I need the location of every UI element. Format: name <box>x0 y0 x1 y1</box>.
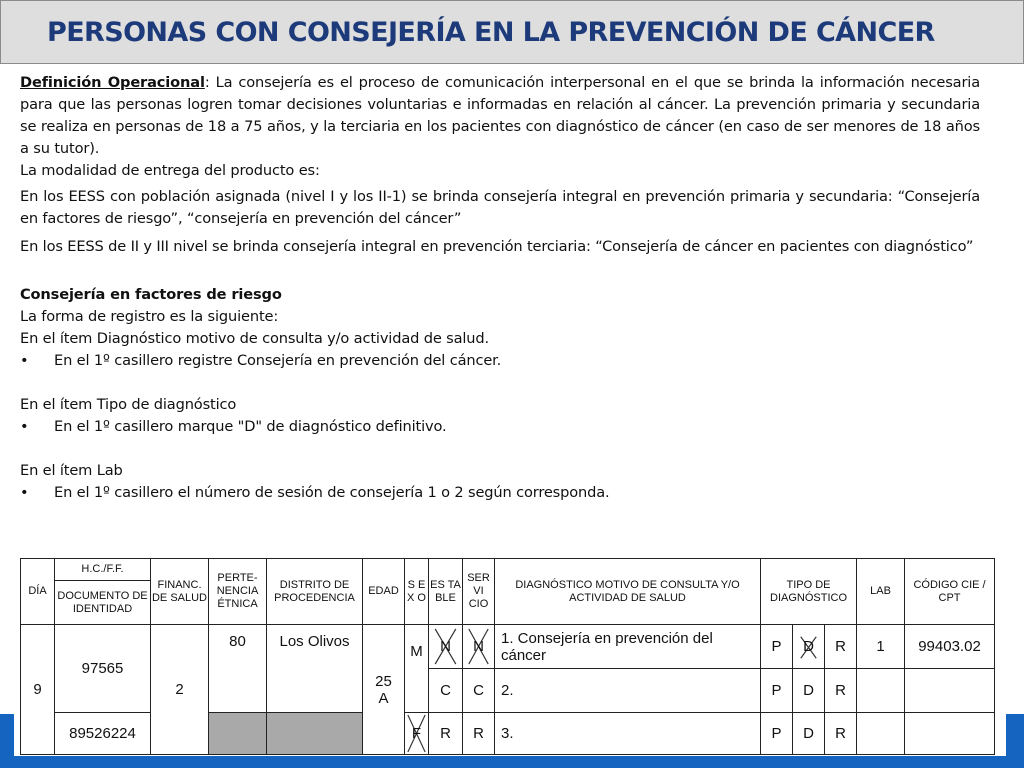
bullet-text: En el 1º casillero registre Consejería en prevención del cáncer. <box>54 352 502 369</box>
definition-label: Definición Operacional <box>20 74 205 91</box>
cell-edad <box>363 625 405 755</box>
cell-tipo-r: R <box>825 713 857 755</box>
header-documento: DOCUMENTO DE IDENTIDAD <box>55 581 151 625</box>
header-lab: LAB <box>857 559 905 625</box>
cell-sexo-f <box>405 713 429 755</box>
modality-text: La modalidad de entrega del producto es: <box>20 162 320 179</box>
bullet-text: En el 1º casillero el número de sesión de consejería 1 o 2 según corresponda. <box>54 484 610 501</box>
item-tipo-text: En el ítem Tipo de diagnóstico <box>20 396 237 413</box>
est-value: N <box>440 638 451 655</box>
cell-tipo-p: P <box>761 713 793 755</box>
cell-tipo-r: R <box>825 669 857 713</box>
definition-text: : La consejería es el proceso de comunicación interpersonal en el que se brinda la información necesaria para que las personas logren tomar decisiones voluntarias e informadas en relación al cáncer. La prevención primaria y secundaria se realiza en personas de 18 a 75 años, y la terciaria en los pacientes con diagnóstico de cáncer (en caso de ser menores de 18 años a su tutor). <box>20 74 980 157</box>
header-codigo: CÓDIGO CIE / CPT <box>905 559 995 625</box>
item-lab-text: En el ítem Lab <box>20 462 123 479</box>
sexo-f-value: F <box>411 725 422 742</box>
header-financ: FINANC. DE SALUD <box>151 559 209 625</box>
his-register-table <box>20 558 995 755</box>
cell-codigo-empty <box>905 713 995 755</box>
bullet-text: En el 1º casillero marque "D" de diagnóstico definitivo. <box>54 418 447 435</box>
cell-tipo-p: P <box>761 625 793 669</box>
header-distrito: DISTRITO DE PROCEDENCIA <box>267 559 363 625</box>
section-heading: Consejería en factores de riesgo <box>20 286 282 303</box>
cell-tipo-d: D <box>793 669 825 713</box>
cell-est-3: R <box>429 713 463 755</box>
header-diagnostico: DIAGNÓSTICO MOTIVO DE CONSULTA Y/O ACTIVIDAD DE SALUD <box>495 559 761 625</box>
cell-codigo-empty <box>905 669 995 713</box>
edad-unit: A <box>378 689 389 707</box>
cell-ser-2: C <box>463 669 495 713</box>
section-line-2: En el ítem Diagnóstico motivo de consulta y/o actividad de salud. <box>20 330 490 347</box>
cell-tipo-d: D <box>793 713 825 755</box>
cell-est-1 <box>429 625 463 669</box>
cell-hc: 97565 <box>55 625 151 713</box>
ser-value: N <box>473 638 484 655</box>
title-bar <box>0 0 1024 64</box>
header-dia: DÍA <box>21 559 55 625</box>
cell-doc: 89526224 <box>55 713 151 755</box>
cell-est-2: C <box>429 669 463 713</box>
cell-etnia: 80 <box>209 625 267 713</box>
header-sexo: S E X O <box>405 559 429 625</box>
header-edad: EDAD <box>363 559 405 625</box>
header-servicio: SER VI CIO <box>463 559 495 625</box>
section-line-1: La forma de registro es la siguiente: <box>20 308 279 325</box>
cell-financ: 2 <box>151 625 209 755</box>
cell-diag-2: 2. <box>495 669 761 713</box>
tipo-d-value: D <box>803 638 814 655</box>
bullet-icon: • <box>20 484 29 501</box>
bullet-icon: • <box>20 418 29 435</box>
cell-lab-empty <box>857 713 905 755</box>
header-pertenencia: PERTE-NENCIA ÉTNICA <box>209 559 267 625</box>
cell-ser-1 <box>463 625 495 669</box>
cell-distrito: Los Olivos <box>267 625 363 713</box>
eess-level-2-text: En los EESS de II y III nivel se brinda consejería integral en prevención terciaria: “Consejería de cáncer en pacientes con diagnóstico” <box>20 238 974 255</box>
bullet-item <box>20 350 980 372</box>
cell-dia: 9 <box>21 625 55 755</box>
cell-sexo-m: M <box>405 625 429 713</box>
cell-tipo-r: R <box>825 625 857 669</box>
cell-tipo-d <box>793 625 825 669</box>
page-title: PERSONAS CON CONSEJERÍA EN LA PREVENCIÓN DE CÁNCER <box>47 17 935 48</box>
cell-ser-3: R <box>463 713 495 755</box>
header-establecimiento: ES TA BLE <box>429 559 463 625</box>
cell-diag-1: 1. Consejería en prevención del cáncer <box>495 625 761 669</box>
bullet-item <box>20 482 980 504</box>
cell-lab: 1 <box>857 625 905 669</box>
definition-paragraph <box>20 72 980 160</box>
cell-diag-3: 3. <box>495 713 761 755</box>
header-tipo-diagnostico: TIPO DE DIAGNÓSTICO <box>761 559 857 625</box>
eess-level-1-text: En los EESS con población asignada (nivel I y los II-1) se brinda consejería integral en prevención primaria y secundaria: “Consejería en factores de riesgo”, “consejería en prevención del cáncer” <box>20 188 980 227</box>
bullet-icon: • <box>20 352 29 369</box>
bottom-accent-band <box>0 756 1024 768</box>
cell-distrito-shaded <box>267 713 363 755</box>
edad-value: 25 <box>375 672 392 690</box>
header-hcff: H.C./F.F. <box>55 559 151 581</box>
cell-lab-empty <box>857 669 905 713</box>
cell-etnia-shaded <box>209 713 267 755</box>
cell-tipo-p: P <box>761 669 793 713</box>
bullet-item <box>20 416 980 438</box>
content <box>20 72 980 504</box>
cell-codigo: 99403.02 <box>905 625 995 669</box>
